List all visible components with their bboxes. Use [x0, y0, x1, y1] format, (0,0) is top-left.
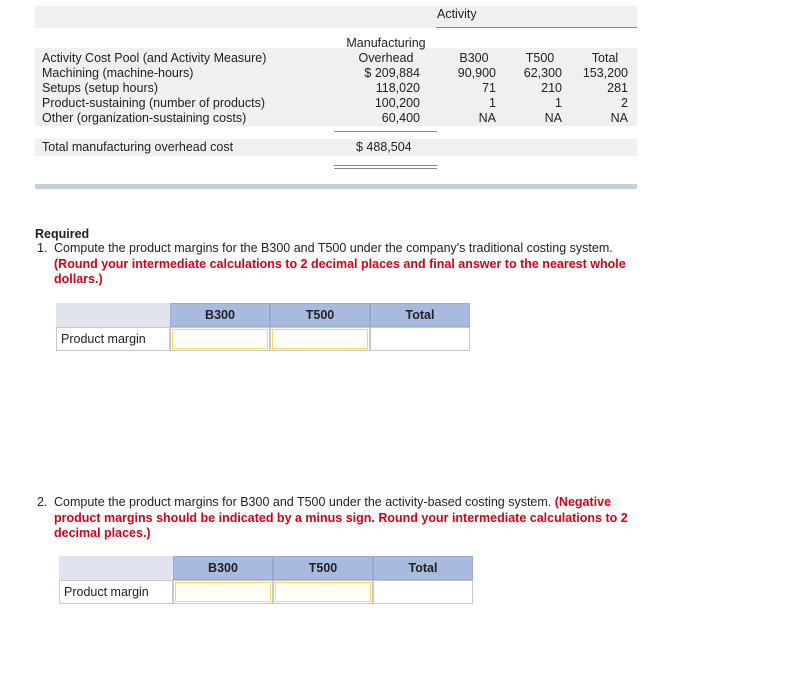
q2-text: Compute the product margins for B300 and T500 under the activity-based costing system. [54, 495, 552, 509]
b300-value: 1 [489, 96, 496, 110]
b300-value: 90,900 [457, 66, 496, 80]
mfg-value: $ 209,884 [364, 66, 420, 80]
activity-header: Activity [437, 7, 477, 21]
mfg-value: 60,400 [381, 111, 420, 125]
t500-margin-input[interactable] [273, 580, 373, 604]
product-margin-label: Product margin [56, 327, 170, 351]
pool-label: Machining (machine-hours) [42, 66, 194, 80]
q2-text-line [54, 495, 611, 509]
table-top-strip [35, 6, 637, 28]
mfg-header-line2: Overhead [358, 51, 414, 65]
t500-value: NA [544, 111, 562, 125]
mfg-value: 100,200 [374, 96, 420, 110]
total-margin-cell [370, 327, 470, 351]
total-rule-double-2 [334, 168, 437, 169]
header-blank-cell [56, 303, 170, 327]
pool-header: Activity Cost Pool (and Activity Measure) [42, 51, 267, 65]
col-header-total: Total [370, 303, 470, 327]
pool-label: Setups (setup hours) [42, 81, 159, 95]
total-amount: $ 488,504 [356, 140, 412, 154]
mfg-value: 118,020 [375, 81, 420, 95]
total-margin-cell [373, 580, 473, 604]
input-box[interactable] [175, 582, 271, 602]
t500-value: 210 [541, 81, 562, 95]
q1-note-line2: dollars.) [54, 272, 103, 286]
activity-underline [436, 27, 637, 28]
required-heading: Required [35, 227, 90, 241]
total-value: 281 [607, 81, 628, 95]
b300-header: B300 [459, 51, 489, 65]
col-header-t500: T500 [270, 303, 370, 327]
total-rule-double-1 [334, 165, 437, 166]
q2-note-line2: decimal places.) [54, 526, 151, 540]
b300-margin-input[interactable] [173, 580, 273, 604]
total-header: Total [591, 51, 619, 65]
product-margin-label: Product margin [59, 580, 173, 604]
mfg-header-line1: Manufacturing [346, 36, 426, 50]
q1-number: 1. [37, 241, 48, 255]
total-value: NA [610, 111, 628, 125]
total-value: 2 [621, 96, 628, 110]
q1-text: Compute the product margins for the B300 and T500 under the company's traditional costing system. [54, 241, 613, 255]
col-header-b300: B300 [173, 556, 273, 580]
t500-header: T500 [525, 51, 555, 65]
total-label: Total manufacturing overhead cost [42, 140, 234, 154]
input-box[interactable] [172, 329, 268, 349]
total-value: 153,200 [582, 66, 628, 80]
table-bottom-bar [35, 184, 637, 189]
pool-label: Product-sustaining (number of products) [42, 96, 266, 110]
header-blank-cell [59, 556, 173, 580]
t500-margin-input[interactable] [270, 327, 370, 351]
b300-margin-input[interactable] [170, 327, 270, 351]
b300-value: NA [478, 111, 496, 125]
col-header-t500: T500 [273, 556, 373, 580]
col-header-total: Total [373, 556, 473, 580]
col-header-b300: B300 [170, 303, 270, 327]
input-box[interactable] [275, 582, 371, 602]
total-cell-box [372, 329, 468, 349]
total-cell-box [375, 582, 471, 602]
total-rule-top [334, 131, 437, 132]
q2-note-line1: product margins should be indicated by a minus sign. Round your intermediate calculations to 2 [54, 511, 628, 525]
input-box[interactable] [272, 329, 368, 349]
q1-note-line1: (Round your intermediate calculations to 2 decimal places and final answer to the nearest whole [54, 257, 626, 271]
pool-label: Other (organization-sustaining costs) [42, 111, 247, 125]
b300-value: 71 [482, 81, 496, 95]
q2-number: 2. [37, 495, 48, 509]
q2-note-inline: (Negative [554, 495, 612, 509]
t500-value: 1 [555, 96, 562, 110]
t500-value: 62,300 [523, 66, 562, 80]
